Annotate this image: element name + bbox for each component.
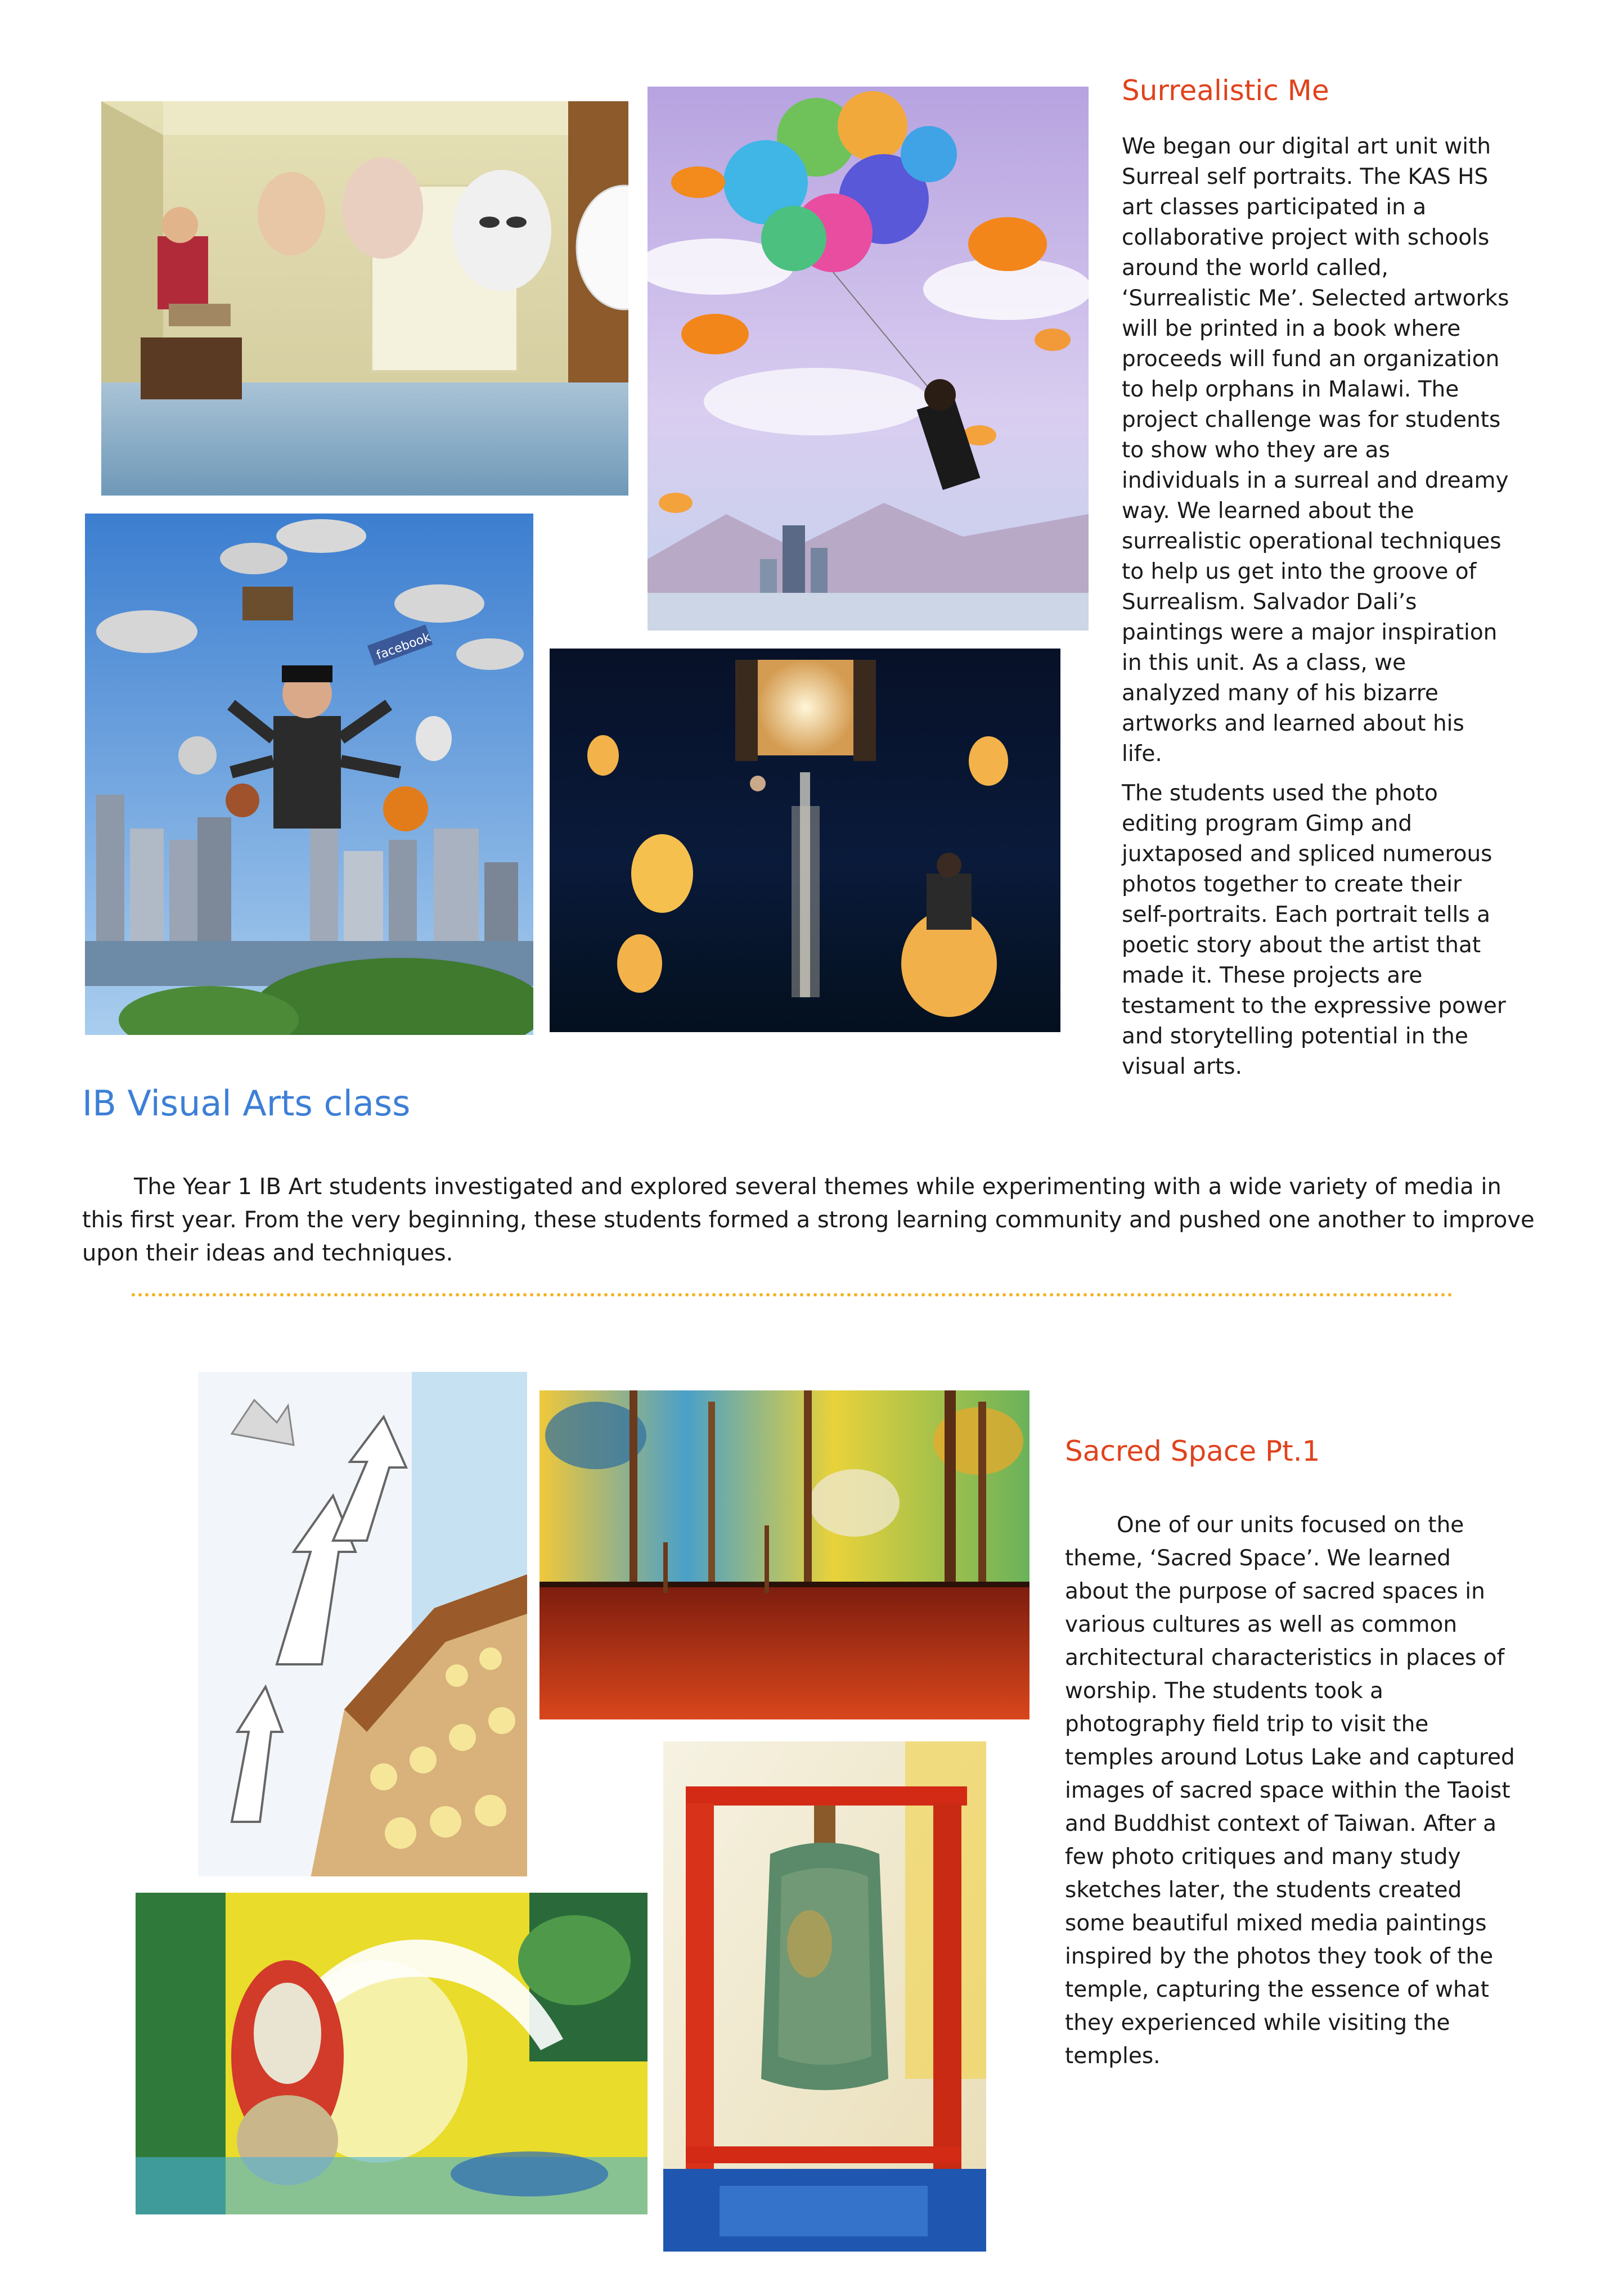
section-divider (132, 1293, 1453, 1296)
photo-masks-room (101, 101, 628, 496)
surrealistic-paragraph-2: The students used the photo editing program Gimp and juxtaposed and spliced numerous photos together to create their self-portraits. Each portrait tells a poetic story about the artist that made it. These projects are testament to the expressive power and storytelling potential in the visual arts. (1122, 781, 1506, 1079)
ib-paragraph: The Year 1 IB Art students investigated and explored several themes while experimenting with a wide variety of media in this first year. From the very beginning, these students formed a strong learning community and pushed one another to improve upon their ideas and techniques. (82, 1174, 1535, 1266)
sacred-paragraph: One of our units focused on the theme, ‘Sacred Space’. We learned about the purpose of sacred spaces in various cultures as well as common architectural characteristics in places of worship. The students took a photography field trip to visit the temples around Lotus Lake and captured images of sacred space within the Taoist and Buddhist context of Taiwan. After a few photo critiques and many study sketches later, the students created some beautiful mixed media paintings inspired by the photos they took of the temple, capturing the essence of what they experienced while visiting the temples. (1065, 1512, 1515, 2069)
sacred-title: Sacred Space Pt.1 (1065, 1435, 1320, 1467)
facebook-label: facebook (374, 630, 433, 663)
surrealistic-paragraph-1: We began our digital art unit with Surreal self portraits. The KAS HS art classes participated in a collaborative project with schools around the world called, ‘Surrealistic Me’. Selected artworks will be printed in a book where proceeds will fund an organization to help orphans in Malawi. The project challenge was for students to show who they are as individuals in a surreal and dreamy way. We learned about the surrealistic operational techniques to help us get into the groove of Surrealism. Salvador Dali’s paintings were a major inspiration in this unit. As a class, we analyzed many of his bizarre artworks and learned about his life. (1122, 134, 1509, 767)
painting-bell-frame (663, 1741, 986, 2252)
photo-balloons-girl (648, 87, 1089, 631)
painting-dragon-fountain (136, 1893, 648, 2214)
photo-many-arms-city (85, 514, 533, 1035)
painting-temple-arrows (198, 1372, 527, 1876)
surrealistic-text (1122, 132, 1510, 1082)
painting-abstract-poles (539, 1390, 1029, 1719)
photo-lanterns-night (550, 649, 1060, 1032)
surrealistic-title: Surrealistic Me (1122, 74, 1329, 107)
ib-title: IB Visual Arts class (82, 1083, 411, 1124)
